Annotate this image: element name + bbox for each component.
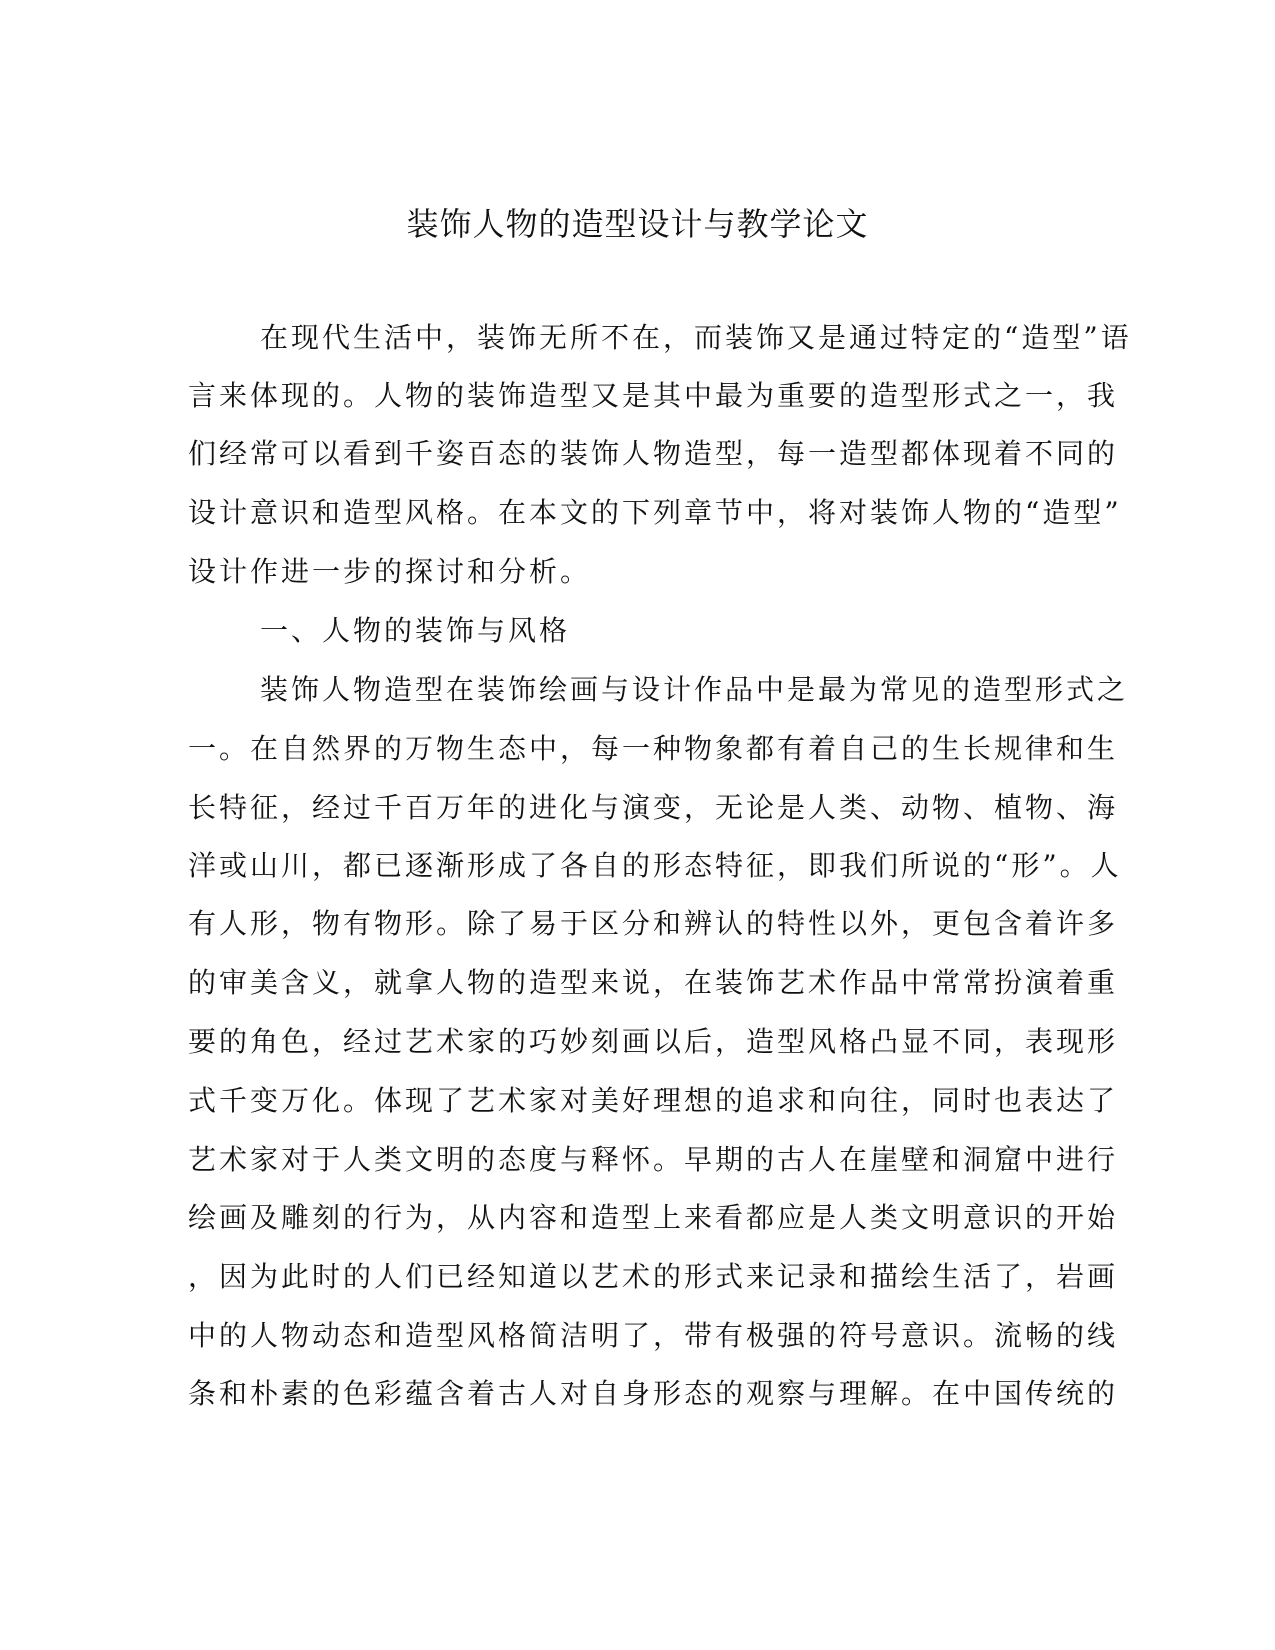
paragraph-line: 有人形，物有物形。除了易于区分和辨认的特性以外，更包含着许多 (188, 907, 1119, 940)
paragraph-line: 洋或山川，都已逐渐形成了各自的形态特征，即我们所说的“形”。人 (188, 849, 1122, 882)
paragraph-line: 们经常可以看到千姿百态的装饰人物造型，每一造型都体现着不同的 (188, 437, 1119, 470)
paragraph-line: 装饰人物造型在装饰绘画与设计作品中是最为常见的造型形式之 (260, 673, 1129, 706)
paragraph-line: 要的角色，经过艺术家的巧妙刻画以后，造型风格凸显不同，表现形 (188, 1025, 1119, 1058)
paragraph-line: 在现代生活中，装饰无所不在，而装饰又是通过特定的“造型”语 (260, 321, 1132, 354)
paragraph-line: 式千变万化。体现了艺术家对美好理想的追求和向往，同时也表达了 (188, 1084, 1119, 1117)
paragraph-line: 长特征，经过千百万年的进化与演变，无论是人类、动物、植物、海 (188, 791, 1119, 824)
paragraph-line: 一。在自然界的万物生态中，每一种物象都有着自己的生长规律和生 (188, 732, 1119, 765)
paragraph-line: 绘画及雕刻的行为，从内容和造型上来看都应是人类文明意识的开始 (188, 1201, 1119, 1234)
paragraph-line: 的审美含义，就拿人物的造型来说，在装饰艺术作品中常常扮演着重 (188, 966, 1119, 999)
document-title: 装饰人物的造型设计与教学论文 (406, 205, 869, 243)
paragraph-line: 设计意识和造型风格。在本文的下列章节中，将对装饰人物的“造型” (188, 496, 1122, 529)
paragraph-line: 艺术家对于人类文明的态度与释怀。早期的古人在崖壁和洞窟中进行 (188, 1143, 1119, 1176)
paragraph-line: 言来体现的。人物的装饰造型又是其中最为重要的造型形式之一，我 (188, 379, 1119, 412)
paragraph-line: 中的人物动态和造型风格简洁明了，带有极强的符号意识。流畅的线 (188, 1319, 1119, 1352)
paragraph-line: ，因为此时的人们已经知道以艺术的形式来记录和描绘生活了，岩画 (188, 1260, 1119, 1293)
paragraph-line: 条和朴素的色彩蕴含着古人对自身形态的观察与理解。在中国传统的 (188, 1377, 1119, 1410)
section-heading: 一、人物的装饰与风格 (260, 614, 571, 647)
paragraph-line: 设计作进一步的探讨和分析。 (188, 555, 592, 588)
